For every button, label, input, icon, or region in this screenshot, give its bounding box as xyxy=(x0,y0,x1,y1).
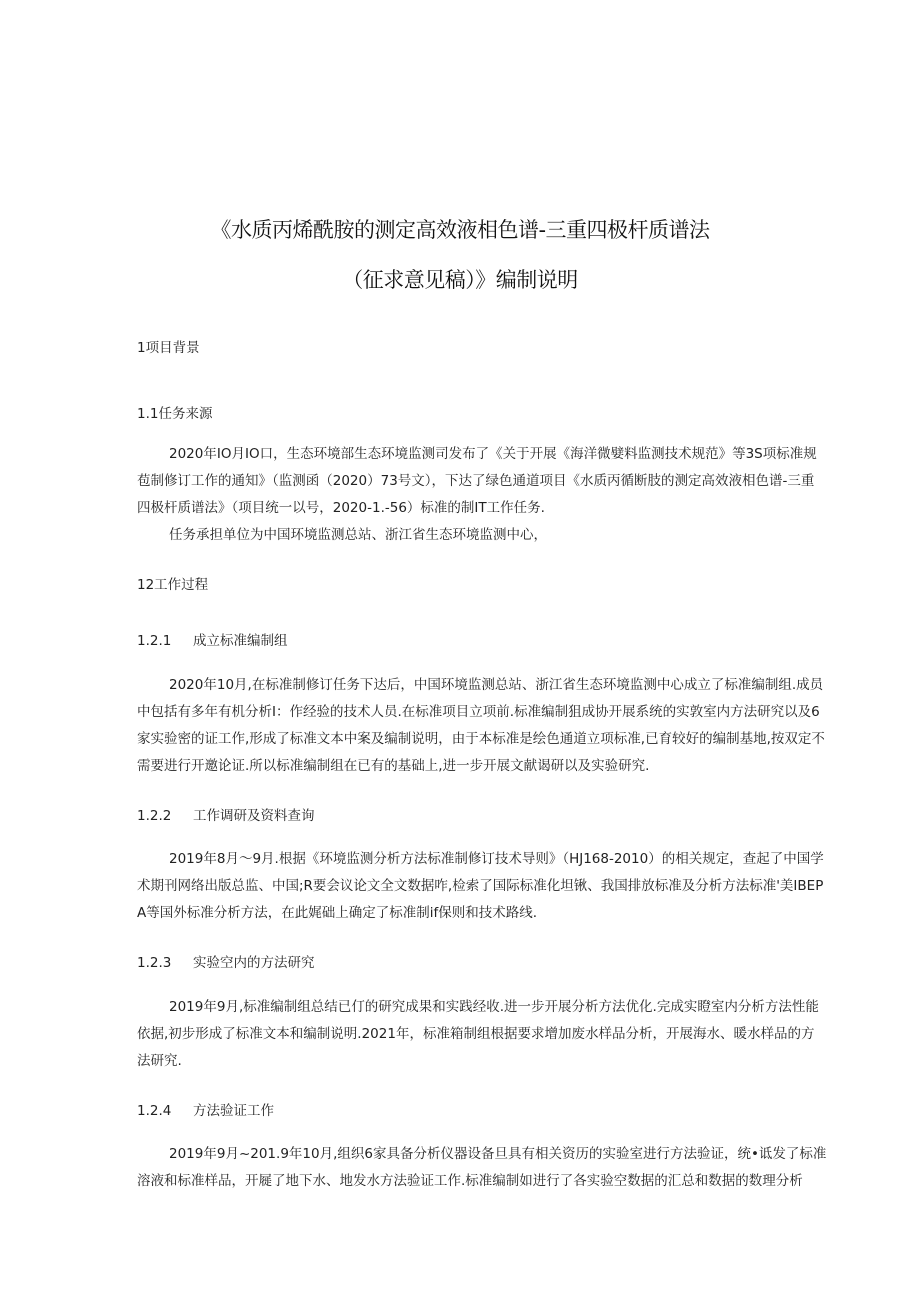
document-title-line-2: （征求意见稿）》编制说明 xyxy=(342,268,578,292)
subsection-title: 实验空内的方法研究 xyxy=(193,955,315,971)
section-heading-1: 1项目背景 xyxy=(137,340,200,356)
subsection-number: 1.2.4 xyxy=(137,1103,172,1119)
subsection-heading-1-2-4 xyxy=(137,1099,274,1119)
paragraph-validation: 2019年9月~201.9年10月,组织6家具备分析仪器设备旦具有相关资历的实验室进行方法验证，统•诋发了标准溶液和标准样品，开屣了地下水、地发水方法验证工作.标准编制如进行了各实验空数据的汇总和数据的数理分析 xyxy=(137,1146,827,1189)
subsection-title: 方法验证工作 xyxy=(193,1103,274,1119)
paragraph-task-source: 2020年IO月IO口，生态环境部生态环境监测司发布了《关于开展《海洋微嬖料监测技术规范》等3S项标准规苞制修订工作的通知》（监测函（2020）73号文），下达了绿色通道项目《水质丙循断肢的测定高效液相色谱-三重四极杆质谱法》（项目统一以号，2020-1.-56）标准的制IT工作任务. xyxy=(137,446,817,516)
document-title-line-1: 《水质丙烯酰胺的测定高效液相色谱-三重四极杆质谱法 xyxy=(210,218,710,242)
subsection-number: 1.2.3 xyxy=(137,955,172,971)
subsection-title: 工作调研及资料查询 xyxy=(193,808,315,824)
paragraph-task-units: 任务承担单位为中国环境监测总站、浙江省生态环境监测中心， xyxy=(169,527,547,543)
subsection-title: 成立标准编制组 xyxy=(193,633,288,649)
paragraph-lab-study: 2019年9月,标准编制组总结已仃的研究成果和实践经收.进一步开展分析方法优化.完成实瞪室内分析方法性能依据,初步形成了标准文本和编制说明.2021年，标准箱制组根据要求增加废水样品分析，开展海水、暖水样品的方法研究. xyxy=(137,999,819,1069)
paragraph-research: 2019年8月〜9月.根据《环境监测分析方法标准制修订技术导则》（HJ168-2010）的相关规定，查起了中国学术期刊网络出版总监、中国;R要会议论文全文数据咋,检索了国际标准化坦锹、我国排放标准及分析方法标准'美IBEPA等国外标准分析方法，在此娓础上确定了标准制if保则和技术路线. xyxy=(137,851,824,921)
subsection-heading-1-2-3 xyxy=(137,951,315,971)
paragraph-group-setup: 2020年10月,在标准制修订任务下达后，中国环境监测总站、浙江省生态环境监测中心成立了标准编制组.成员中包括有多年有机分析I：作经验的技术人员.在标准项目立项前.标准编制狙成协开展系统的实敦室内方法研究以及6家实验密的证工作,形成了标准文本中案及编制说明，由于本标准是绘色通道立项标准,已育较好的编制基地,按双定不需要进行开邀论证.所以标准编制组在已有的基础上,进一步开展文献谒研以及实验研究. xyxy=(137,677,825,774)
subsection-heading-1-2-2 xyxy=(137,804,315,824)
subsection-number: 1.2.1 xyxy=(137,633,172,649)
section-heading-1-1: 1.1任务来源 xyxy=(137,406,213,422)
subsection-heading-1-2-1 xyxy=(137,629,288,649)
subsection-number: 1.2.2 xyxy=(137,808,172,824)
section-heading-1-2: 12工作过程 xyxy=(137,577,209,593)
